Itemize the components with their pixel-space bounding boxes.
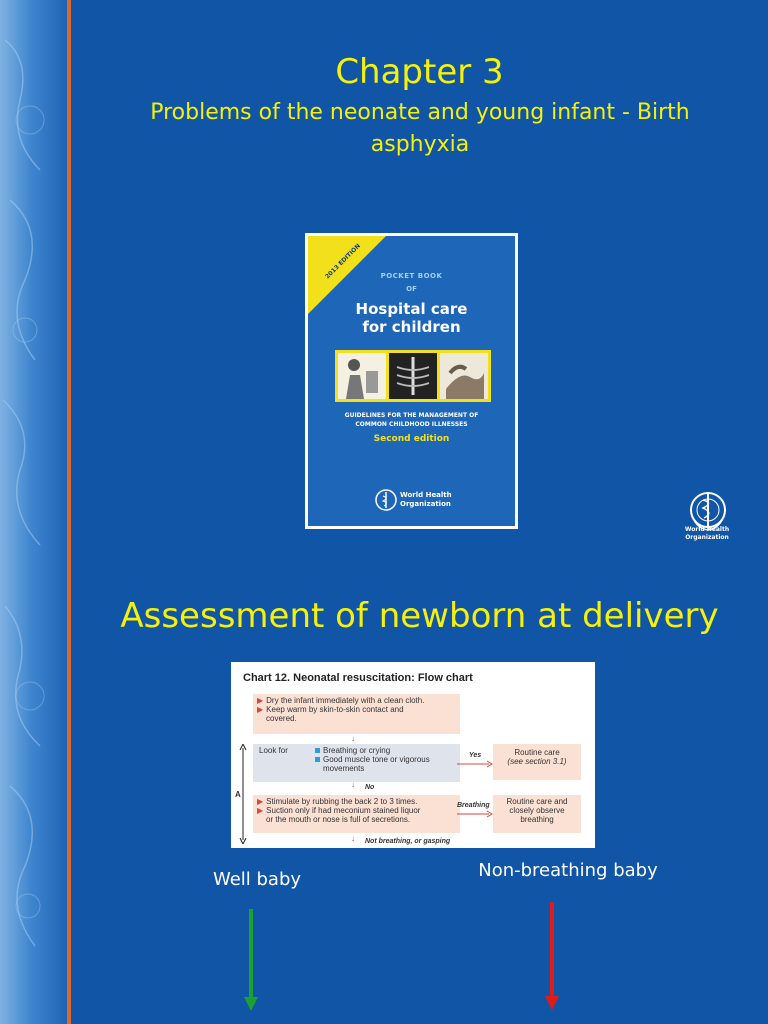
step1-line1: Dry the infant immediately with a clean cloth. xyxy=(266,696,425,705)
flow-arrow-down-1: ↓ xyxy=(351,734,355,743)
book-title-line1: Hospital care xyxy=(355,300,468,318)
check2-line1: Good muscle tone or vigorous xyxy=(323,755,430,764)
who-logo-line1: World Health xyxy=(684,526,730,533)
flowchart-step-look xyxy=(253,744,460,782)
book-title-line2: for children xyxy=(362,318,461,336)
side-decoration xyxy=(0,576,68,1024)
non-breathing-baby-label: Non-breathing baby xyxy=(478,860,658,881)
book-pocket-label: POCKET BOOK xyxy=(380,272,443,280)
publisher-line1: World Health xyxy=(400,491,452,499)
photo-nurse xyxy=(338,353,386,399)
well-baby-label: Well baby xyxy=(212,869,302,890)
flow-arrow-down-3: ↓ xyxy=(351,834,355,843)
guidelines-line2: COMMON CHILDHOOD ILLNESSES xyxy=(355,421,468,428)
yes-label: Yes xyxy=(469,752,482,759)
non-breathing-arrow-icon xyxy=(544,902,560,1010)
book-cover-image xyxy=(305,233,518,529)
flowchart-step-dry: ▶ Dry the infant immediately with a clean cloth. ▶ Keep warm by skin-to-skin contact and covered. xyxy=(253,694,460,734)
flow-arrow-yes xyxy=(457,760,493,768)
step2-line3: or the mouth or nose is full of secretions. xyxy=(266,815,411,824)
book-title xyxy=(308,300,515,336)
photo-xray xyxy=(389,353,437,399)
book-second-edition: Second edition xyxy=(373,434,450,444)
no-label: No xyxy=(365,784,375,791)
step1-line2: Keep warm by skin-to-skin contact and xyxy=(266,705,404,714)
routine-observe-box xyxy=(493,795,581,833)
side-label-a: A xyxy=(235,790,241,799)
who-logo-line2: Organization xyxy=(685,534,729,541)
assessment-title: Assessment of newborn at delivery xyxy=(120,596,719,636)
routine-observe-line2: closely observe xyxy=(509,806,565,815)
breathing-label: Breathing xyxy=(457,802,490,809)
see-section-text: (see section 3.1) xyxy=(507,757,567,766)
routine-observe-line3: breathing xyxy=(520,815,554,824)
not-breathing-label: Not breathing, or gasping xyxy=(365,838,451,845)
flow-arrow-down-2: ↓ xyxy=(351,780,355,789)
check1: Breathing or crying xyxy=(323,746,391,755)
check2-line2: movements xyxy=(323,764,365,773)
publisher-line2: Organization xyxy=(400,500,451,508)
look-for-label: Look for xyxy=(259,746,288,755)
who-logo-text xyxy=(670,526,744,542)
chapter-title: Chapter 3 xyxy=(335,52,504,92)
flowchart-step-stimulate: ▶ Stimulate by rubbing the back 2 to 3 times. ▶ Suction only if had meconium stained liquor or the mouth or nose is full of secretions. xyxy=(253,795,460,833)
well-baby-arrow-icon xyxy=(243,909,259,1011)
photo-hands xyxy=(440,353,488,399)
accent-line xyxy=(67,576,71,1024)
routine-observe-line1: Routine care and xyxy=(506,797,568,806)
step1-line3: covered. xyxy=(266,714,297,723)
step2-line1: Stimulate by rubbing the back 2 to 3 times. xyxy=(266,797,418,806)
slide-assessment xyxy=(0,576,768,1024)
book-photo-strip xyxy=(335,350,491,402)
neonatal-flowchart-image xyxy=(231,662,595,848)
flow-arrow-breathing xyxy=(457,810,493,818)
book-publisher xyxy=(400,491,452,509)
routine-care-box xyxy=(493,744,581,780)
chapter-subtitle: Problems of the neonate and young infant - Birth asphyxia xyxy=(150,100,690,157)
edition-ribbon: 2013 EDITION xyxy=(324,242,362,281)
book-guidelines xyxy=(308,411,515,429)
side-decoration xyxy=(0,0,68,576)
flowchart-title: Chart 12. Neonatal resuscitation: Flow chart xyxy=(243,672,473,684)
book-of-label: OF xyxy=(406,285,417,293)
step2-line2: Suction only if had meconium stained liquor xyxy=(266,806,421,815)
routine-care-text: Routine care xyxy=(514,748,560,757)
guidelines-line1: GUIDELINES FOR THE MANAGEMENT OF xyxy=(344,412,479,419)
